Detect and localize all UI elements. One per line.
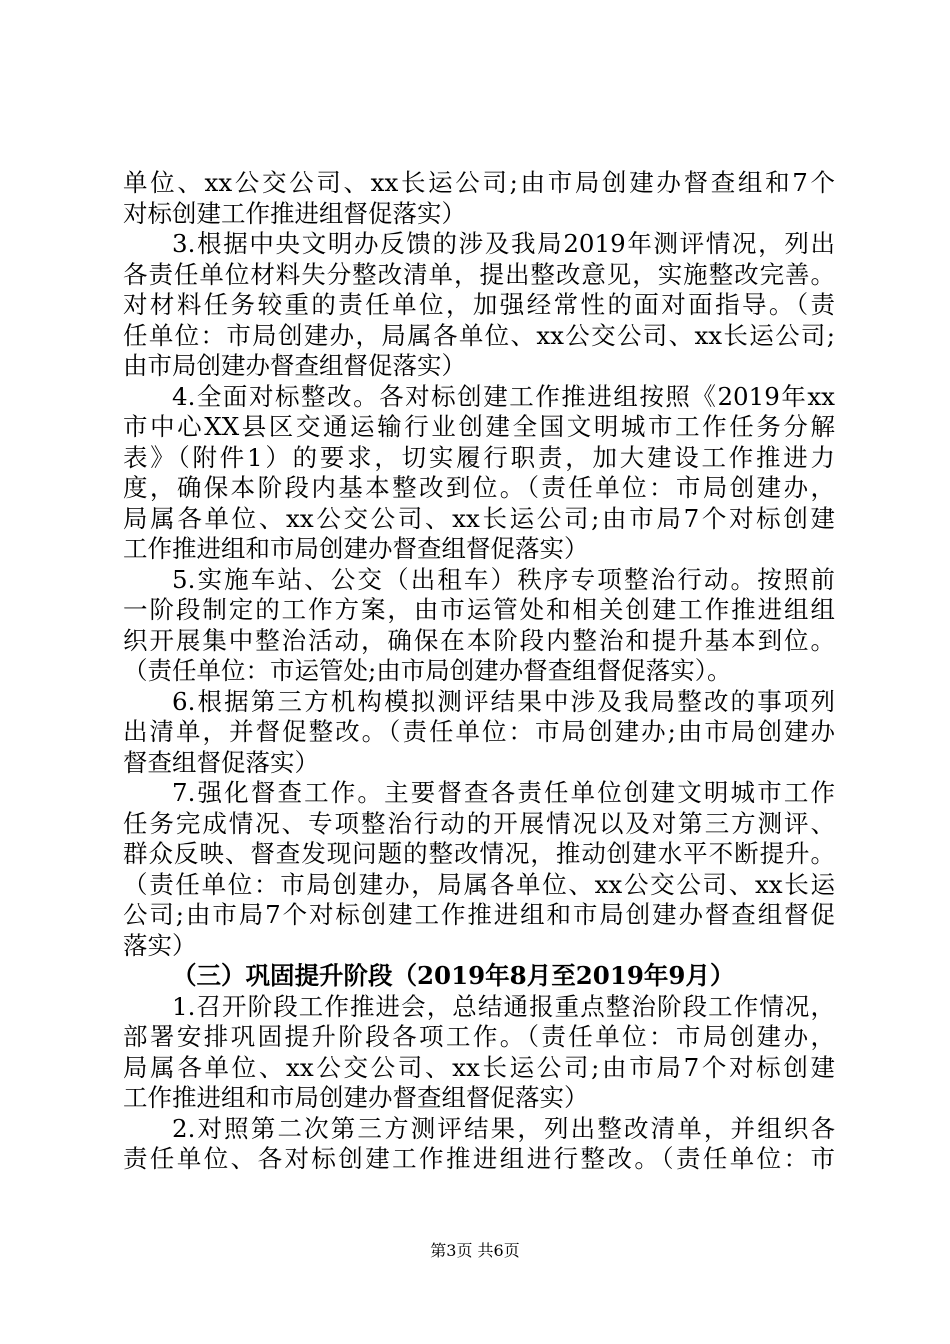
text-line: 工作推进组和市局创建办督查组督促落实） — [123, 534, 589, 563]
text-line: （责任单位：市局创建办，局属各单位、xx公交公司、xx长运 — [123, 869, 835, 899]
text-line: 2.对照第二次第三方测评结果，列出整改清单，并组织各 — [172, 1113, 835, 1143]
text-line: 任务完成情况、专项整治行动的开展情况以及对第三方测评、 — [123, 808, 835, 838]
text-line: 5.实施车站、公交（出租车）秩序专项整治行动。按照前 — [172, 564, 835, 594]
section-heading: （三）巩固提升阶段（2019年8月至2019年9月） — [172, 961, 735, 990]
text-line: 一阶段制定的工作方案，由市运管处和相关创建工作推进组组 — [123, 595, 835, 624]
text-line: 局属各单位、xx公交公司、xx长运公司;由市局7个对标创建 — [123, 503, 835, 533]
text-line: 责任单位、各对标创建工作推进组进行整改。（责任单位：市 — [123, 1144, 835, 1173]
text-line: 单位、xx公交公司、xx长运公司;由市局创建办督查组和7个 — [123, 168, 835, 197]
text-line: 织开展集中整治活动，确保在本阶段内整治和提升基本到位。 — [123, 625, 835, 655]
text-line: 表》（附件1）的要求，切实履行职责，加大建设工作推进力 — [123, 442, 835, 472]
text-line: 各责任单位材料失分整改清单，提出整改意见，实施整改完善。 — [123, 259, 835, 289]
text-line: 度，确保本阶段内基本整改到位。（责任单位：市局创建办， — [123, 473, 835, 502]
text-line: 3.根据中央文明办反馈的涉及我局2019年测评情况，列出 — [172, 229, 835, 258]
document-body — [123, 168, 835, 1175]
text-line: 6.根据第三方机构模拟测评结果中涉及我局整改的事项列 — [172, 686, 835, 716]
text-line: 出清单，并督促整改。（责任单位：市局创建办;由市局创建办 — [123, 717, 835, 746]
text-line: 对标创建工作推进组督促落实） — [123, 198, 466, 228]
text-line: 督查组督促落实） — [123, 747, 319, 777]
text-line: 落实） — [123, 930, 197, 960]
text-line: 局属各单位、xx公交公司、xx长运公司;由市局7个对标创建 — [123, 1052, 835, 1082]
page-footer: 第3页 共6页 — [430, 1241, 520, 1260]
text-line: 任单位：市局创建办，局属各单位、xx公交公司、xx长运公司; — [123, 320, 835, 350]
text-line: 对材料任务较重的责任单位，加强经常性的面对面指导。（责 — [123, 290, 835, 319]
text-line: 群众反映、督查发现问题的整改情况，推动创建水平不断提升。 — [123, 839, 835, 868]
text-line: 公司;由市局7个对标创建工作推进组和市局创建办督查组督促 — [123, 900, 835, 929]
text-line: 由市局创建办督查组督促落实） — [123, 351, 466, 380]
text-line: 市中心XX县区交通运输行业创建全国文明城市工作任务分解 — [123, 412, 835, 441]
text-line: 4.全面对标整改。各对标创建工作推进组按照《2019年xx — [172, 381, 835, 411]
text-line: 1.召开阶段工作推进会，总结通报重点整治阶段工作情况， — [172, 991, 835, 1021]
text-line: （责任单位：市运管处;由市局创建办督查组督促落实）。 — [123, 656, 732, 685]
text-line: 工作推进组和市局创建办督查组督促落实） — [123, 1083, 589, 1112]
text-line: 7.强化督查工作。主要督查各责任单位创建文明城市工作 — [172, 778, 835, 807]
text-line: 部署安排巩固提升阶段各项工作。（责任单位：市局创建办， — [123, 1022, 835, 1051]
